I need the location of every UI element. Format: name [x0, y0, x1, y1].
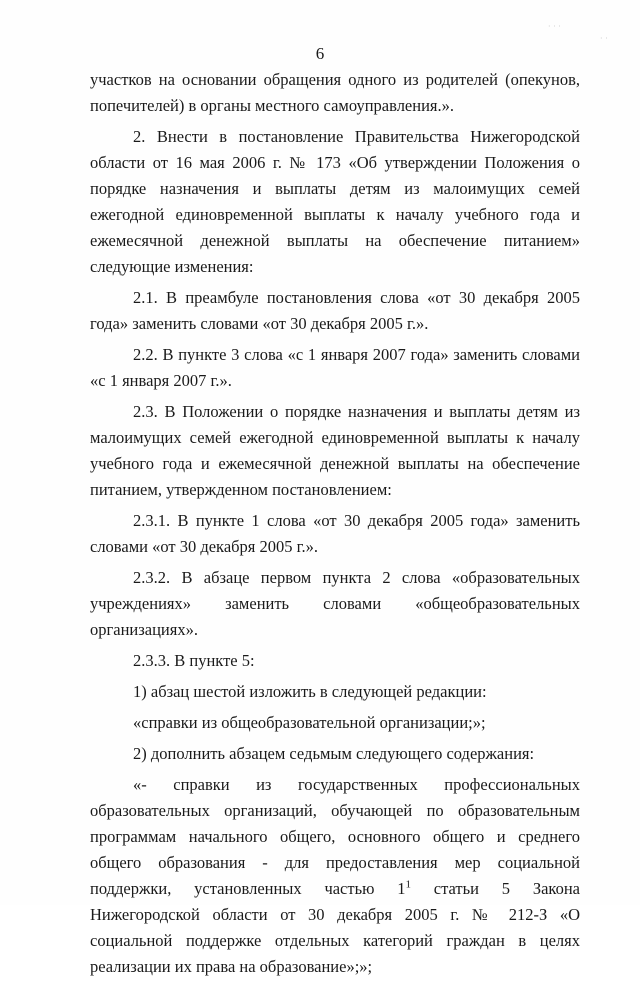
paragraph-text: «- справки из государственных профессиональных образовательных организаций, обучающей по образовательным программам начального общего, основного общего и среднего общего образования - для предоставления мер социальной поддержки, установленных частью 1 [90, 775, 580, 898]
paragraph: 2. Внести в постановление Правительства Нижегородской области от 16 мая 2006 г. № 173 «Об утверждении Положения о порядке назначения и выплаты детям из малоимущих семей ежегодной единовременной выплаты к началу учебного года и ежемесячной денежной выплаты на обеспечение питанием» следующие изменения: [90, 127, 580, 276]
paragraph: 2.1. В преамбуле постановления слова «от 30 декабря 2005 года» заменить словами «от 30 декабря 2005 г.». [90, 288, 580, 333]
paragraph: 1) абзац шестой изложить в следующей редакции: [133, 682, 487, 701]
scan-artifact: · · · [548, 22, 561, 31]
paragraph: «справки из общеобразовательной организации;»; [133, 713, 486, 732]
paragraph: 2.2. В пункте 3 слова «с 1 января 2007 года» заменить словами «с 1 января 2007 г.». [90, 345, 580, 390]
document-body [90, 67, 580, 985]
paragraph-text: статьи 5 Закона Нижегородской области от 30 декабря 2005 г. № 212-З «О социальной поддержке отдельных категорий граждан в целях реализации их права на образование»;»; [90, 879, 580, 976]
page-number: 6 [315, 44, 325, 63]
paragraph: участков на основании обращения одного из родителей (опекунов, попечителей) в органы местного самоуправления.». [90, 70, 580, 115]
paragraph: 2.3. В Положении о порядке назначения и выплаты детям из малоимущих семей ежегодной единовременной выплаты к началу учебного года и ежемесячной денежной выплаты на обеспечение питанием, утвержденном постановлением: [90, 402, 580, 499]
paragraph: 2.3.2. В абзаце первом пункта 2 слова «образовательных учреждениях» заменить словами «общеобразовательных организациях». [90, 568, 580, 639]
superscript-index: 1 [405, 878, 411, 891]
paragraph-quoted-addition [90, 772, 580, 980]
paragraph: 2) дополнить абзацем седьмым следующего содержания: [133, 744, 535, 763]
paragraph: 2.3.3. В пункте 5: [133, 651, 255, 670]
scan-artifact: · · [600, 34, 608, 43]
paragraph: 2.3.1. В пункте 1 слова «от 30 декабря 2005 года» заменить словами «от 30 декабря 2005 г.». [90, 511, 580, 556]
